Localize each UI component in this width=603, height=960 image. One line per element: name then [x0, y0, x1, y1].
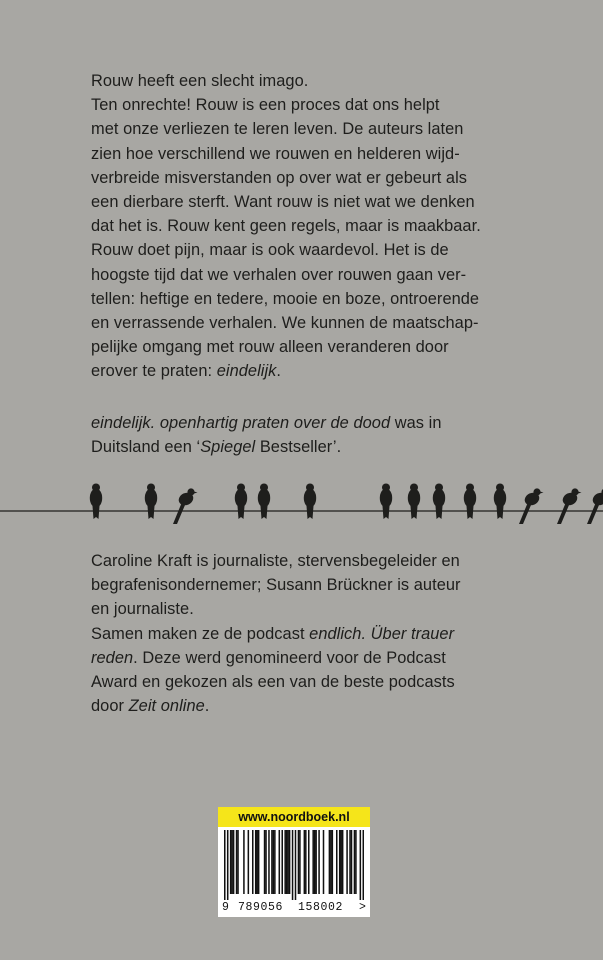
podcast-title: endlich. Über trauer	[309, 624, 455, 643]
barcode-bar	[256, 830, 258, 894]
barcode-bar	[355, 830, 357, 894]
blurb-line: en verrassende verhalen. We kunnen de maatschap-	[91, 314, 479, 333]
authors-text-span: . Deze werd genomineerd voor de Podcast	[133, 648, 446, 667]
barcode-bars	[224, 830, 364, 900]
barcode-bar	[289, 830, 291, 894]
barcode-bar	[351, 830, 353, 894]
award-text-span: Duitsland een ‘	[91, 438, 201, 457]
barcode-bar	[318, 830, 320, 894]
barcode-bar	[286, 830, 288, 894]
bird-icon	[464, 484, 476, 520]
bird-icon	[304, 484, 316, 520]
barcode-bar	[330, 830, 332, 894]
barcode-bar	[346, 830, 348, 894]
barcode-bar	[363, 830, 364, 900]
bird-icon	[235, 484, 247, 520]
blurb-line: pelijke omgang met rouw alleen veranderen door	[91, 338, 449, 357]
barcode-bar	[312, 830, 314, 894]
authors-line	[91, 622, 521, 646]
isbn-lead-digit: 9	[222, 901, 229, 914]
barcode-bar	[248, 830, 250, 894]
blurb-line: tellen: heftige en tedere, mooie en boze, ontroerende	[91, 289, 480, 308]
barcode-bar	[230, 830, 232, 894]
birds-on-wire-illustration	[0, 478, 603, 528]
blurb-line: hoogste tijd dat we verhalen over rouwen gaan ver-	[91, 265, 467, 284]
publisher-url: www.noordboek.nl	[218, 807, 370, 827]
barcode-bar	[231, 830, 233, 894]
bird-icon	[258, 484, 270, 520]
authors-text	[91, 549, 521, 718]
barcode-bar	[273, 830, 275, 894]
barcode-bar	[287, 830, 289, 894]
award-line	[91, 435, 521, 459]
barcode-bar	[305, 830, 307, 894]
book-title: eindelijk	[216, 362, 277, 381]
award-text-span: was in	[390, 414, 442, 432]
barcode-bar	[308, 830, 310, 894]
barcode-bar	[340, 830, 342, 894]
barcode-bar	[284, 830, 286, 894]
podcast-title: reden	[91, 648, 134, 667]
barcode-bar	[252, 830, 254, 894]
award-text	[91, 411, 521, 459]
barcode-bar	[258, 830, 260, 894]
bird-icon	[90, 484, 102, 520]
isbn-group-left: 789056	[238, 901, 284, 914]
barcode-bar	[354, 830, 356, 894]
blurb-line: een dierbare sterft. Want rouw is niet wat we denken	[91, 193, 475, 212]
bird-icon	[173, 488, 198, 524]
barcode-panel	[218, 807, 370, 917]
barcode-bar	[314, 830, 316, 894]
barcode-bar	[268, 830, 270, 894]
barcode-bar	[342, 830, 344, 894]
barcode-bar	[360, 830, 362, 900]
bird-icon	[433, 484, 445, 520]
authors-line	[91, 646, 521, 670]
barcode-bar	[292, 830, 294, 900]
blurb-line-last	[91, 359, 521, 383]
blurb-line: zien hoe verschillend we rouwen en helderen wijd-	[91, 144, 460, 163]
barcode-bar	[265, 830, 267, 894]
barcode-bar	[339, 830, 341, 894]
bird-icon	[380, 484, 392, 520]
bird-icon	[145, 484, 157, 520]
barcode-bar	[332, 830, 334, 894]
blurb-line: dat het is. Rouw kent geen regels, maar is maakbaar.	[91, 217, 481, 236]
authors-line: Caroline Kraft is journaliste, stervensbegeleider en	[91, 552, 460, 570]
barcode-bar	[295, 830, 297, 900]
barcode-bar	[299, 830, 301, 894]
outlet-name: Zeit online	[128, 697, 205, 716]
barcode-bar	[271, 830, 273, 894]
barcode-bar	[329, 830, 331, 894]
barcode-bar	[243, 830, 245, 894]
barcode-bar	[264, 830, 266, 894]
barcode-bar	[336, 830, 338, 894]
blurb-line: met onze verliezen te leren leven. De auteurs laten	[91, 120, 464, 139]
isbn-trail-mark: >	[359, 901, 366, 914]
bird-icon	[557, 488, 582, 524]
blurb-text-span: erover te praten:	[91, 362, 217, 381]
barcode-bar	[227, 830, 229, 900]
barcode-bar	[224, 830, 226, 900]
isbn-number	[218, 899, 370, 917]
blurb-text	[91, 69, 521, 384]
blurb-line: Rouw heeft een slecht imago.	[91, 72, 309, 90]
barcode-bar	[255, 830, 257, 894]
barcode-bar	[279, 830, 281, 894]
magazine-name: Spiegel	[200, 438, 256, 457]
barcode-bar	[304, 830, 306, 894]
award-text-span: Bestseller’.	[255, 438, 342, 457]
barcode-bar	[349, 830, 351, 894]
authors-line: Award en gekozen als een van de beste podcasts	[91, 673, 455, 692]
blurb-text-span: .	[276, 362, 282, 381]
authors-text-span: Samen maken ze de podcast	[91, 624, 310, 643]
blurb-line: Ten onrechte! Rouw is een proces dat ons helpt	[91, 96, 440, 115]
bird-icon	[494, 484, 506, 520]
blurb-line: Rouw doet pijn, maar is ook waardevol. Het is de	[91, 241, 449, 260]
authors-text-span: .	[204, 697, 210, 716]
bird-icon	[408, 484, 420, 520]
authors-line: en journaliste.	[91, 600, 194, 619]
authors-text-span: door	[91, 697, 129, 716]
authors-line: begrafenisondernemer; Susann Brückner is auteur	[91, 576, 461, 595]
bird-icon	[519, 488, 544, 524]
barcode-bar	[237, 830, 239, 894]
barcode-bar	[298, 830, 300, 894]
authors-line	[91, 694, 521, 718]
barcode-bar	[274, 830, 276, 894]
barcode-bar	[323, 830, 325, 894]
barcode-bar	[236, 830, 238, 894]
book-full-title: eindelijk. openhartig praten over de dood	[91, 414, 391, 432]
barcode-bar	[315, 830, 317, 894]
award-line	[91, 411, 521, 435]
bird-icon	[587, 488, 603, 524]
blurb-line: verbreide misverstanden op over wat er gebeurt als	[91, 168, 468, 187]
barcode-bar	[281, 830, 283, 894]
barcode-bar	[233, 830, 235, 894]
isbn-group-right: 158002	[298, 901, 344, 914]
